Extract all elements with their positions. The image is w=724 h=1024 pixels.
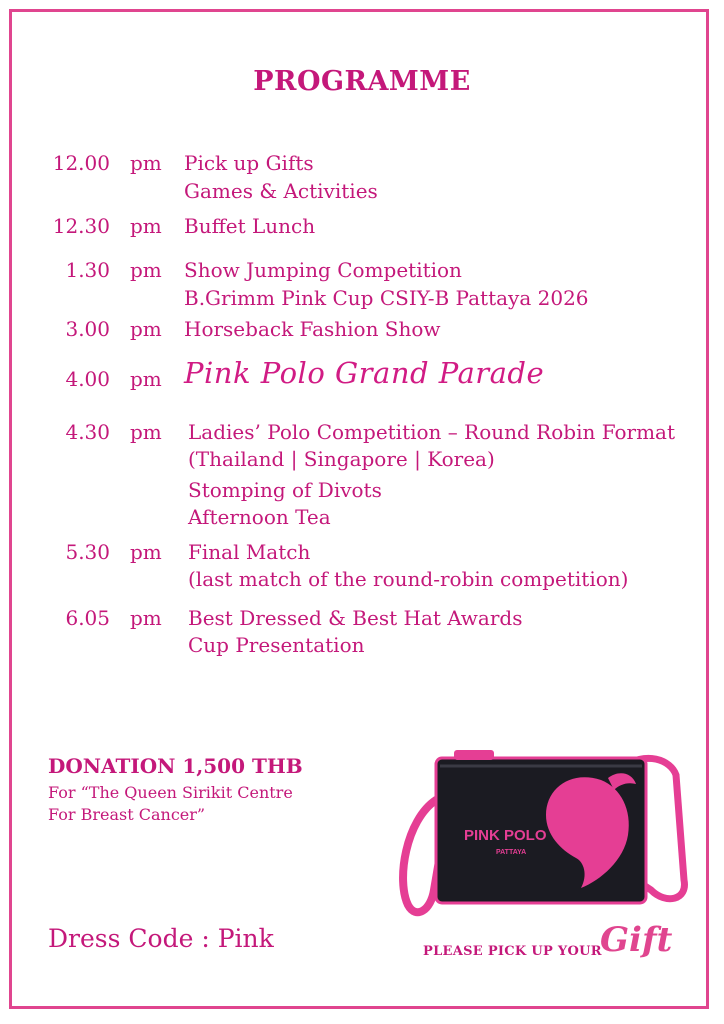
schedule-desc: Ladies’ Polo Competition – Round Robin Format xyxy=(188,420,676,444)
schedule-time: 12.30 xyxy=(52,214,110,238)
schedule-time: 5.30 xyxy=(65,540,110,564)
schedule-period: pm xyxy=(130,367,162,391)
bag-zip-tab xyxy=(454,750,494,760)
schedule-period: pm xyxy=(130,606,162,630)
schedule-desc: Final Match xyxy=(188,540,311,564)
schedule-desc: Buffet Lunch xyxy=(184,214,316,238)
bag-brand: PINK POLO xyxy=(464,827,547,844)
schedule-desc: Games & Activities xyxy=(184,179,378,203)
gift-word: Gift xyxy=(600,920,673,960)
schedule-desc: Afternoon Tea xyxy=(188,505,331,529)
schedule-time: 12.00 xyxy=(52,151,110,175)
dress-code: Dress Code : Pink xyxy=(48,924,274,953)
schedule-desc-highlight: Pink Polo Grand Parade xyxy=(184,356,545,390)
schedule-desc: Cup Presentation xyxy=(188,633,365,657)
schedule-time: 3.00 xyxy=(65,317,110,341)
schedule-desc: Stomping of Divots xyxy=(188,478,382,502)
pickup-text: PLEASE PICK UP YOUR xyxy=(423,944,602,959)
donation-description xyxy=(48,782,293,826)
schedule-desc: Show Jumping Competition xyxy=(184,258,462,282)
schedule-period: pm xyxy=(130,214,162,238)
schedule-desc: Horseback Fashion Show xyxy=(184,317,441,341)
gift-bag-illustration xyxy=(396,740,696,930)
bag-sub: PATTAYA xyxy=(496,849,527,856)
schedule-period: pm xyxy=(130,258,162,282)
schedule-desc: B.Grimm Pink Cup CSIY-B Pattaya 2026 xyxy=(184,286,589,310)
schedule-period: pm xyxy=(130,151,162,175)
schedule-time: 1.30 xyxy=(65,258,110,282)
schedule-time: 4.00 xyxy=(65,367,110,391)
schedule-desc: Pick up Gifts xyxy=(184,151,314,175)
donation-line: For “The Queen Sirikit Centre xyxy=(48,783,293,802)
schedule-period: pm xyxy=(130,540,162,564)
schedule-period: pm xyxy=(130,420,162,444)
donation-line: For Breast Cancer” xyxy=(48,805,206,824)
schedule-time: 6.05 xyxy=(65,606,110,630)
donation-heading: DONATION 1,500 THB xyxy=(48,754,303,778)
page-title: PROGRAMME xyxy=(253,66,471,97)
schedule-desc: Best Dressed & Best Hat Awards xyxy=(188,606,523,630)
schedule-period: pm xyxy=(130,317,162,341)
schedule-desc: (Thailand | Singapore | Korea) xyxy=(188,447,495,471)
schedule-desc: (last match of the round-robin competition) xyxy=(188,567,629,591)
schedule-time: 4.30 xyxy=(65,420,110,444)
